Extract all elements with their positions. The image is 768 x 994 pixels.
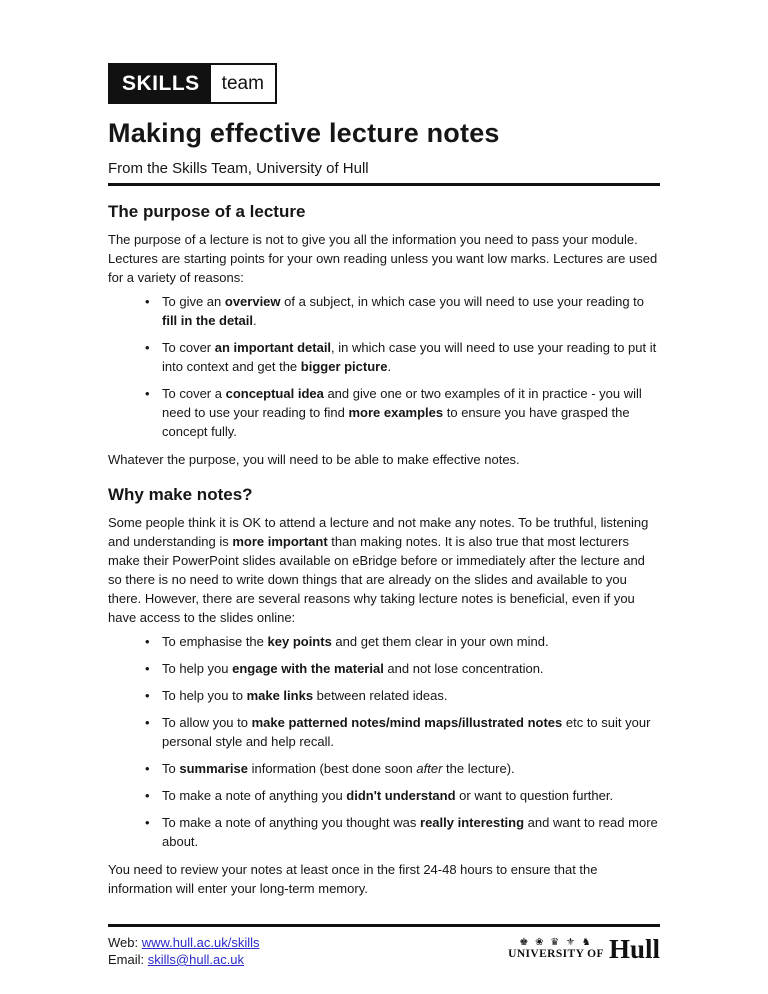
text-run: , in which case you will need to use your reading to put it into context and get the	[162, 340, 657, 374]
hull-wordmark: Hull	[608, 934, 660, 964]
bold-text: summarise	[179, 761, 248, 776]
bullet-item	[145, 292, 660, 330]
bullet-item	[145, 338, 660, 376]
text-run: etc to suit your personal style and help recall.	[162, 715, 651, 749]
hull-crest-block	[508, 937, 604, 961]
text-run: To	[162, 761, 180, 776]
text-run: To make a note of anything you	[162, 788, 347, 803]
bold-text: fill in the detail	[162, 313, 254, 328]
why-bullet-list	[108, 632, 660, 851]
section-why-make-notes	[108, 469, 660, 898]
text-run: and give one or two examples of it in practice - you will need to use your reading to find	[162, 386, 642, 420]
text-run: To allow you to	[162, 715, 252, 730]
text-run: To give an	[162, 294, 225, 309]
purpose-outro-paragraph	[108, 450, 660, 469]
text-run: The purpose of a lecture is not to give you all the information you need to pass your module. Lectures are starting points for your own reading unless you want low marks. Lectures are used for a variety of reasons:	[108, 232, 658, 285]
bullet-item	[145, 786, 660, 805]
bullet-item	[145, 713, 660, 751]
text-run: To cover a	[162, 386, 226, 401]
email-link[interactable]: skills@hull.ac.uk	[147, 952, 245, 967]
text-run: between related ideas.	[313, 688, 448, 703]
text-run: .	[387, 359, 392, 374]
web-line	[108, 934, 260, 951]
web-link[interactable]: www.hull.ac.uk/skills	[141, 935, 260, 950]
bullet-item	[145, 384, 660, 441]
bold-text: make patterned notes/mind maps/illustrated notes	[251, 715, 563, 730]
text-run: or want to question further.	[455, 788, 614, 803]
text-run: To help you to	[162, 688, 247, 703]
bold-text: overview	[224, 294, 281, 309]
bold-text: more important	[232, 534, 328, 549]
bold-text: engage with the material	[232, 661, 384, 676]
bold-text: an important detail	[214, 340, 332, 355]
bold-text: more examples	[348, 405, 444, 420]
hull-crest-icons: ♚ ❀ ♛ ⚜ ♞	[519, 937, 593, 948]
text-run: and not lose concentration.	[383, 661, 544, 676]
email-line	[108, 951, 260, 968]
bullet-item	[145, 659, 660, 678]
bold-text: bigger picture	[300, 359, 388, 374]
bullet-item	[145, 686, 660, 705]
web-label: Web:	[108, 935, 139, 950]
text-run: To emphasise the	[162, 634, 268, 649]
text-run: and want to read more about.	[162, 815, 658, 849]
section-heading-purpose: The purpose of a lecture	[108, 202, 306, 221]
text-run: information (best done soon	[248, 761, 417, 776]
section-purpose-of-lecture	[108, 186, 660, 469]
why-intro-paragraph	[108, 513, 660, 627]
text-run: to ensure you have grasped the concept fully.	[162, 405, 630, 439]
text-run: Whatever the purpose, you will need to be able to make effective notes.	[108, 452, 520, 467]
email-label: Email:	[108, 952, 145, 967]
review-reminder-paragraph	[108, 860, 660, 898]
text-run: To make a note of anything you thought was	[162, 815, 421, 830]
document-header	[108, 63, 660, 186]
bold-text: make links	[246, 688, 314, 703]
skills-logo-text: SKILLS	[110, 65, 211, 102]
bold-text: didn't understand	[346, 788, 456, 803]
hull-university-of-text: UNIVERSITY OF	[508, 948, 604, 960]
section-heading-why: Why make notes?	[108, 485, 253, 504]
text-run: To cover	[162, 340, 215, 355]
page-subtitle: From the Skills Team, University of Hull	[108, 160, 369, 177]
bullet-item	[145, 813, 660, 851]
footer-contact-block	[108, 934, 260, 968]
bullet-item	[145, 759, 660, 778]
text-run: than making notes. It is also true that most lecturers make their PowerPoint slides available on eBridge before or immediately after the lecture and so there is no need to write down things that are already on the slides and available to you there. However, there are several reasons why taking lecture notes is beneficial, even if you have access to the slides online:	[108, 534, 645, 625]
page-title: Making effective lecture notes	[108, 118, 500, 148]
text-run: and get them clear in your own mind.	[331, 634, 549, 649]
text-run: You need to review your notes at least once in the first 24-48 hours to ensure that the information will enter your long-term memory.	[108, 862, 598, 896]
text-run: of a subject, in which case you will need to use your reading to	[280, 294, 645, 309]
team-logo-text: team	[211, 65, 275, 102]
bullet-item	[145, 632, 660, 651]
text-run: To help you	[162, 661, 233, 676]
purpose-intro-paragraph	[108, 230, 660, 287]
skills-team-logo	[108, 63, 277, 104]
bold-text: really interesting	[420, 815, 525, 830]
university-of-hull-logo	[508, 934, 660, 964]
page-footer	[108, 924, 660, 968]
text-run: Some people think it is OK to attend a lecture and not make any notes. To be truthful, listening and understanding is	[108, 515, 649, 549]
purpose-bullet-list	[108, 292, 660, 441]
text-run: .	[253, 313, 257, 328]
text-run: the lecture).	[442, 761, 515, 776]
bold-text: conceptual idea	[225, 386, 324, 401]
italic-text: after	[416, 761, 443, 776]
bold-text: key points	[267, 634, 332, 649]
